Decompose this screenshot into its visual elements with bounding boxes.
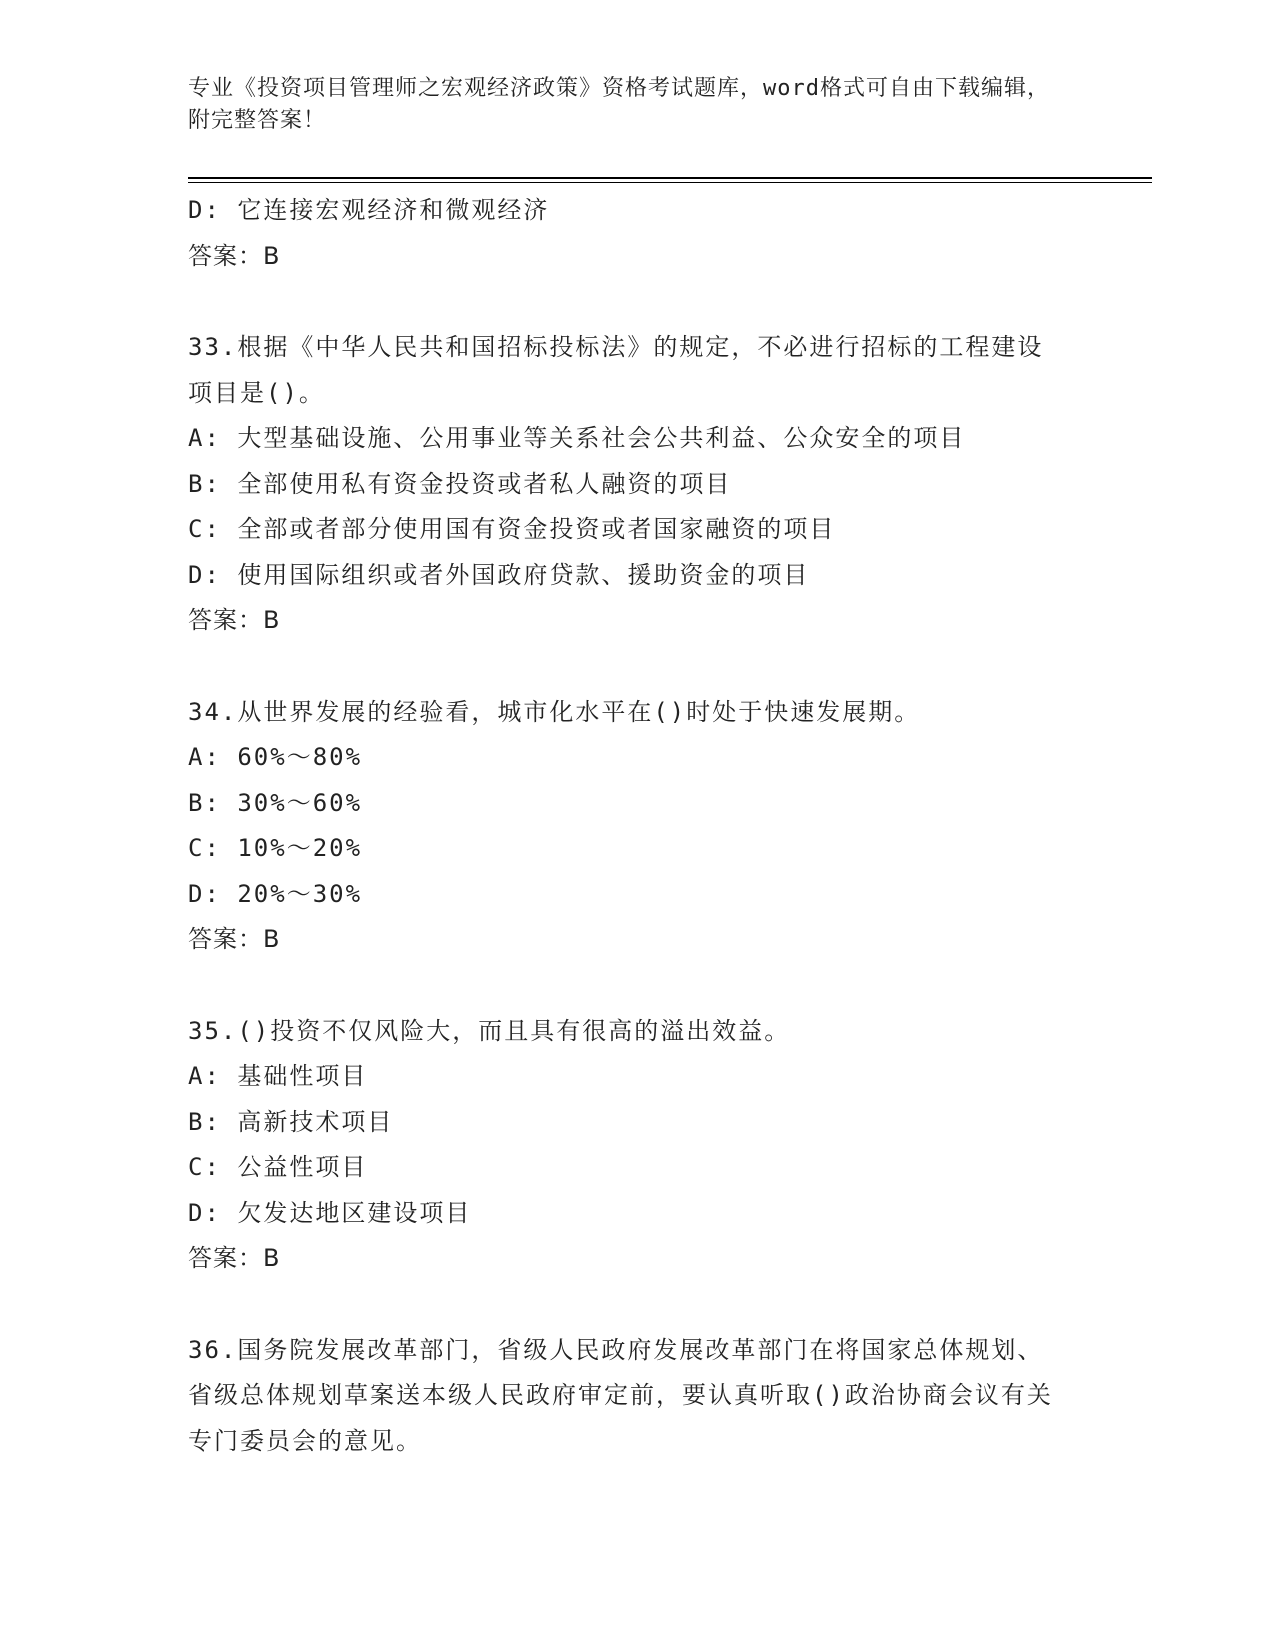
header-divider-thick: [188, 177, 1152, 179]
prev-answer: 答案：B: [188, 241, 281, 270]
q34-option-b: B: 30%～60%: [188, 788, 363, 817]
q33-stem: 33.根据《中华人民共和国招标投标法》的规定，不必进行招标的工程建设项目是()。: [188, 333, 1044, 407]
q33-answer: 答案：B: [188, 606, 281, 634]
q35-stem: 35.()投资不仅风险大，而且具有很高的溢出效益。: [188, 1016, 791, 1045]
q35-answer: 答案：B: [188, 1244, 281, 1272]
spacer: [188, 1282, 1088, 1328]
q33-option-d: D: 使用国际组织或者外国政府贷款、援助资金的项目: [188, 560, 810, 589]
document-header: 专业《投资项目管理师之宏观经济政策》资格考试题库，word格式可自由下载编辑，附完整答案！: [188, 76, 1050, 133]
q36-stem: 36.国务院发展改革部门，省级人民政府发展改革部门在将国家总体规划、省级总体规划草案送本级人民政府审定前，要认真听取()政治协商会议有关专门委员会的意见。: [188, 1335, 1053, 1455]
header-divider-thin: [188, 182, 1152, 183]
question-content: [188, 188, 1088, 1464]
spacer: [188, 644, 1088, 690]
q34-option-a: A: 60%～80%: [188, 743, 363, 771]
q34-option-c: C: 10%～20%: [188, 834, 363, 862]
spacer: [188, 279, 1088, 325]
q34-answer: 答案：B: [188, 925, 281, 953]
q35-option-a: A: 基础性项目: [188, 1062, 368, 1090]
q35-option-c: C: 公益性项目: [188, 1153, 368, 1181]
q33-option-c: C: 全部或者部分使用国有资金投资或者国家融资的项目: [188, 515, 836, 543]
q35-option-b: B: 高新技术项目: [188, 1107, 394, 1136]
q34-option-d: D: 20%～30%: [188, 879, 363, 908]
q35-option-d: D: 欠发达地区建设项目: [188, 1198, 472, 1227]
prev-option-d: D: 它连接宏观经济和微观经济: [188, 196, 550, 224]
q33-option-a: A: 大型基础设施、公用事业等关系社会公共利益、公众安全的项目: [188, 424, 966, 452]
q33-option-b: B: 全部使用私有资金投资或者私人融资的项目: [188, 469, 732, 498]
q34-stem: 34.从世界发展的经验看，城市化水平在()时处于快速发展期。: [188, 697, 921, 726]
spacer: [188, 963, 1088, 1009]
